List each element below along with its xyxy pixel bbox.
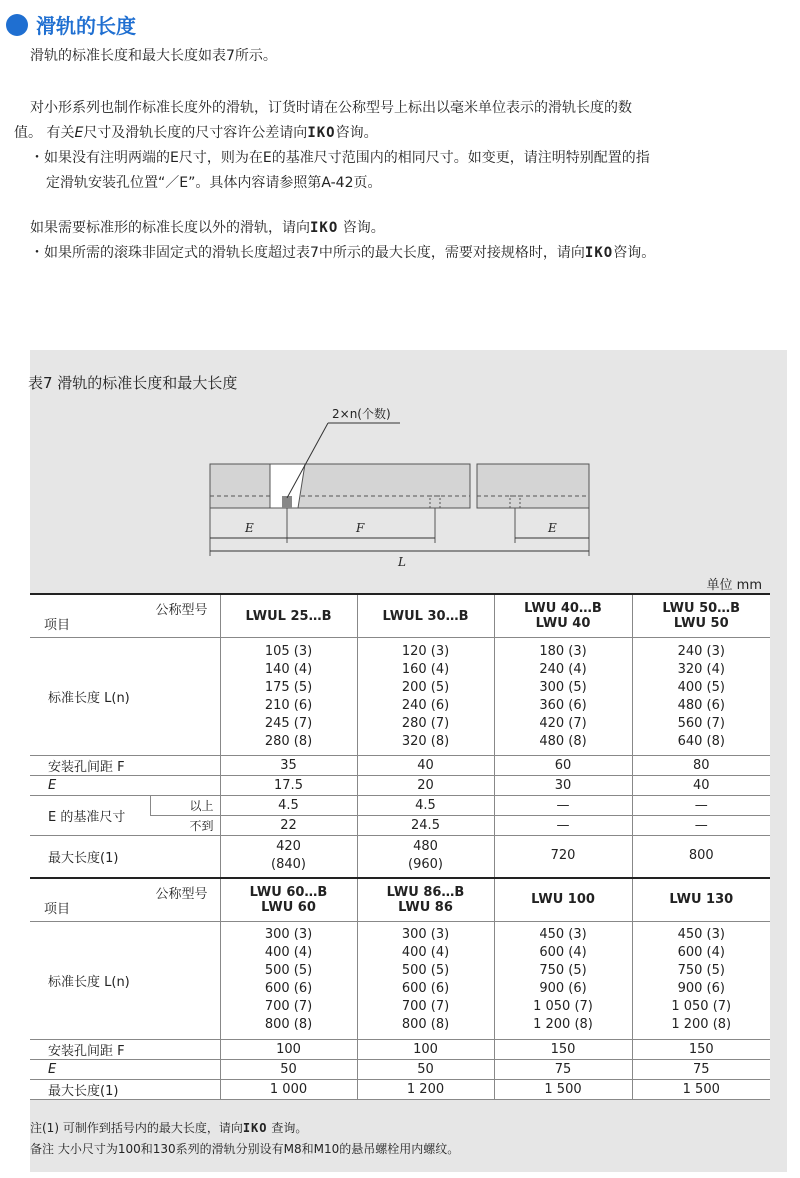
std-length-cell: 240 (3) 320 (4) 400 (5) 480 (6) 560 (7) 640 (8)	[632, 638, 770, 756]
bullet-1-line-1: ・如果没有注明两端的E尺寸，则为在E的基准尺寸范围内的相同尺寸。如变更，请注明特别配置的指	[30, 150, 650, 166]
hole-count-label: 2×n(个数)	[332, 407, 391, 421]
row-label: 标准长度 L(n)	[30, 638, 220, 756]
footnote-2: 备注 大小尺寸为100和130系列的滑轨分别设有M8和M10的悬吊螺栓用内螺纹。	[30, 1142, 460, 1156]
table-row: 最大长度(1) 1 000 1 200 1 500 1 500	[30, 1079, 770, 1099]
bullet-2: ・如果所需的滚珠非固定式的滑轨长度超过表7中所示的最大长度，需要对接规格时，请向IKO咨询。	[30, 245, 656, 261]
dim-f: F	[356, 521, 365, 535]
paragraph-1: 滑轨的标准长度和最大长度如表7所示。	[30, 48, 277, 64]
table-row: 标准长度 L(n) 300 (3) 400 (4) 500 (5) 600 (6) 700 (7) 800 (8) 300 (3) 400 (4) 500 (5) 600 (6) 700 (7) 800 (8) 450 (3) 600 (4) 750 (5) 900 (6) 1 050 (7) 1 200 (8) 450 (3) 600 (4) 750 (5) 900 (6) 1 050 (7) 1 200 (8)	[30, 921, 770, 1039]
row-label: 最大长度(1)	[30, 1079, 220, 1099]
std-length-cell: 120 (3) 160 (4) 200 (5) 240 (6) 280 (7) 320 (8)	[357, 638, 494, 756]
model-header: LWU 60…B LWU 60	[220, 878, 357, 922]
section-title: 滑轨的长度	[36, 14, 136, 38]
row-label: E 的基准尺寸	[30, 796, 150, 836]
iko-logo: IKO	[242, 1121, 268, 1135]
table-row	[30, 638, 770, 756]
bullet-1-line-2: 定滑轨安装孔位置“／E”。具体内容请参照第A-42页。	[46, 175, 382, 191]
table-header-row	[30, 594, 770, 638]
iko-logo: IKO	[584, 245, 614, 261]
dim-e-left: E	[245, 521, 254, 535]
section-header	[6, 10, 136, 39]
dim-e-right: E	[548, 521, 557, 535]
paragraph-2-line-1: 对小形系列也制作标准长度外的滑轨，订货时请在公称型号上标出以毫米单位表示的滑轨长度的数	[30, 100, 632, 116]
unit-label: 单位 mm	[706, 578, 762, 593]
paragraph-2-line-2: 值。 有关E尺寸及滑轨长度的尺寸容许公差请向IKO咨询。	[14, 125, 378, 141]
model-header: LWU 86…B LWU 86	[357, 878, 494, 922]
spec-table	[30, 593, 770, 1100]
model-header: LWU 130	[632, 878, 770, 922]
row-label: E	[30, 1059, 220, 1079]
dim-l: L	[398, 555, 406, 568]
row-label: 安装孔间距 F	[30, 1039, 220, 1059]
header-corner: 公称型号 项目	[30, 878, 220, 922]
table-caption: 表7 滑轨的标准长度和最大长度	[28, 374, 238, 392]
table-header-row	[30, 878, 770, 922]
row-label: 安装孔间距 F	[30, 756, 220, 776]
table-row: 不到 22 24.5 — —	[30, 816, 770, 836]
paragraph-3: 如果需要标准形的标准长度以外的滑轨，请向IKO 咨询。	[30, 220, 385, 236]
table-row: E 17.5 20 30 40	[30, 776, 770, 796]
table-row: 安装孔间距 F 35 40 60 80	[30, 756, 770, 776]
table-row: 最大长度(1) 420 (840) 480 (960) 720 800	[30, 836, 770, 878]
std-length-cell: 105 (3) 140 (4) 175 (5) 210 (6) 245 (7) 280 (8)	[220, 638, 357, 756]
table-row: E 50 50 75 75	[30, 1059, 770, 1079]
model-header: LWUL 30…B	[357, 594, 494, 638]
model-header: LWU 100	[494, 878, 632, 922]
table-row: E 的基准尺寸 以上 4.5 4.5 — —	[30, 796, 770, 816]
table-row: 安装孔间距 F 100 100 150 150	[30, 1039, 770, 1059]
model-header: LWU 50…B LWU 50	[632, 594, 770, 638]
row-label: E	[30, 776, 220, 796]
model-header: LWUL 25…B	[220, 594, 357, 638]
header-corner: 公称型号 项目	[30, 594, 220, 638]
footnote-1: 注(1) 可制作到括号内的最大长度，请向IKO 查询。	[30, 1121, 308, 1135]
iko-logo: IKO	[307, 125, 336, 141]
iko-logo: IKO	[310, 220, 339, 236]
row-label: 标准长度 L(n)	[30, 921, 220, 1039]
rail-diagram	[200, 398, 600, 568]
model-header: LWU 40…B LWU 40	[494, 594, 632, 638]
std-length-cell: 180 (3) 240 (4) 300 (5) 360 (6) 420 (7) 480 (8)	[494, 638, 632, 756]
bullet-circle-icon	[6, 14, 28, 36]
row-label: 最大长度(1)	[30, 836, 220, 878]
